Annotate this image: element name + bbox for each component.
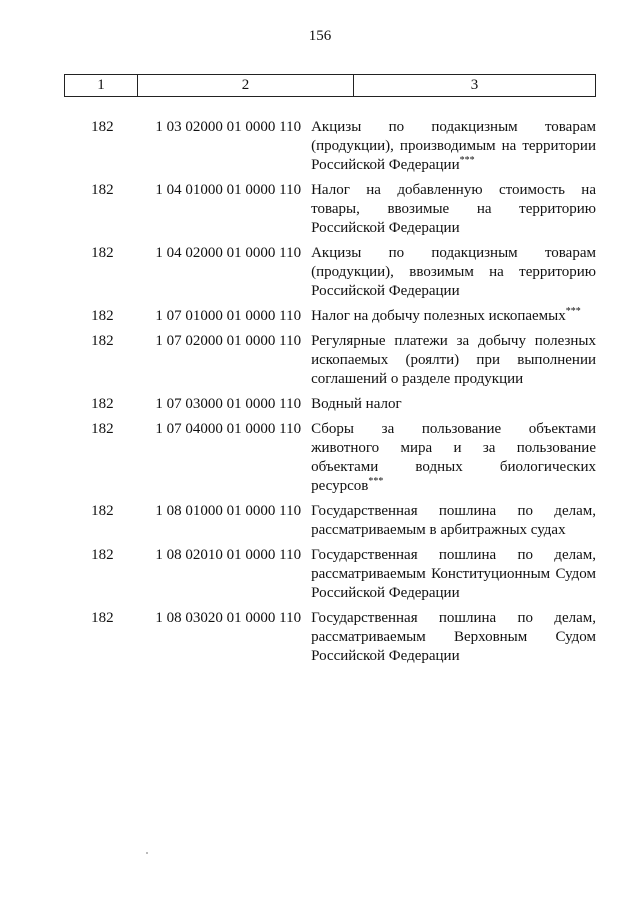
income-name xyxy=(311,420,596,496)
footnote-mark: *** xyxy=(368,476,384,487)
admin-code: 182 xyxy=(91,308,114,324)
budget-code: 1 04 02000 01 0000 110 xyxy=(155,245,302,261)
admin-code: 182 xyxy=(91,547,114,563)
budget-code: 1 08 03020 01 0000 110 xyxy=(155,610,302,626)
income-text: Налог на добычу полезных ископаемых xyxy=(311,308,566,324)
admin-code: 182 xyxy=(91,503,114,519)
admin-code: 182 xyxy=(91,396,114,412)
table-body xyxy=(64,118,596,672)
table-row xyxy=(64,546,596,603)
table-row xyxy=(64,609,596,666)
income-name xyxy=(311,502,596,540)
income-text: Регулярные платежи за добычу полезных ископаемых (роялти) при выполнении соглашений о разделе продукции xyxy=(311,333,596,387)
income-text: Государственная пошлина по делам, рассматриваемым Конституционным Судом Российской Федерации xyxy=(311,547,596,601)
admin-code: 182 xyxy=(91,610,114,626)
table-row xyxy=(64,502,596,540)
table-row xyxy=(64,307,596,326)
table-row xyxy=(64,244,596,301)
budget-code: 1 07 02000 01 0000 110 xyxy=(155,333,302,349)
table-header xyxy=(64,74,596,97)
income-name xyxy=(311,244,596,301)
header-col-3: 3 xyxy=(470,77,479,93)
income-text: Сборы за пользование объектами животного мира и за пользование объектами водных биологических ресурсов xyxy=(311,421,596,494)
admin-code: 182 xyxy=(91,333,114,349)
budget-code: 1 07 01000 01 0000 110 xyxy=(155,308,302,324)
table-row xyxy=(64,118,596,175)
budget-code: 1 08 02010 01 0000 110 xyxy=(155,547,302,563)
table-row xyxy=(64,420,596,496)
income-name xyxy=(311,546,596,603)
page-number: 156 xyxy=(308,28,332,44)
header-col-2: 2 xyxy=(138,75,354,96)
scan-speck xyxy=(146,852,148,854)
budget-code: 1 07 04000 01 0000 110 xyxy=(155,421,302,437)
table-row xyxy=(64,181,596,238)
income-name xyxy=(311,332,596,389)
header-col-1: 1 xyxy=(65,75,138,96)
admin-code: 182 xyxy=(91,182,114,198)
table-row xyxy=(64,332,596,389)
income-name xyxy=(311,395,596,414)
income-text: Акцизы по подакцизным товарам (продукции), производимым на территории Российской Федерации xyxy=(311,119,596,173)
income-name xyxy=(311,181,596,238)
income-text: Государственная пошлина по делам, рассматриваемым в арбитражных судах xyxy=(311,503,596,538)
income-name xyxy=(311,118,596,175)
income-text: Налог на добавленную стоимость на товары, ввозимые на территорию Российской Федерации xyxy=(311,182,596,236)
footnote-mark: *** xyxy=(459,155,475,166)
admin-code: 182 xyxy=(91,119,114,135)
admin-code: 182 xyxy=(91,245,114,261)
income-text: Водный налог xyxy=(311,396,402,412)
income-text: Акцизы по подакцизным товарам (продукции), ввозимым на территорию Российской Федерации xyxy=(311,245,596,299)
budget-code: 1 07 03000 01 0000 110 xyxy=(155,396,302,412)
budget-code: 1 08 01000 01 0000 110 xyxy=(155,503,302,519)
income-name xyxy=(311,609,596,666)
budget-code: 1 03 02000 01 0000 110 xyxy=(155,119,302,135)
budget-code: 1 04 01000 01 0000 110 xyxy=(155,182,302,198)
admin-code: 182 xyxy=(91,421,114,437)
footnote-mark: *** xyxy=(565,306,581,317)
income-text: Государственная пошлина по делам, рассматриваемым Верховным Судом Российской Федерации xyxy=(311,610,596,664)
income-name xyxy=(311,307,596,326)
table-row xyxy=(64,395,596,414)
